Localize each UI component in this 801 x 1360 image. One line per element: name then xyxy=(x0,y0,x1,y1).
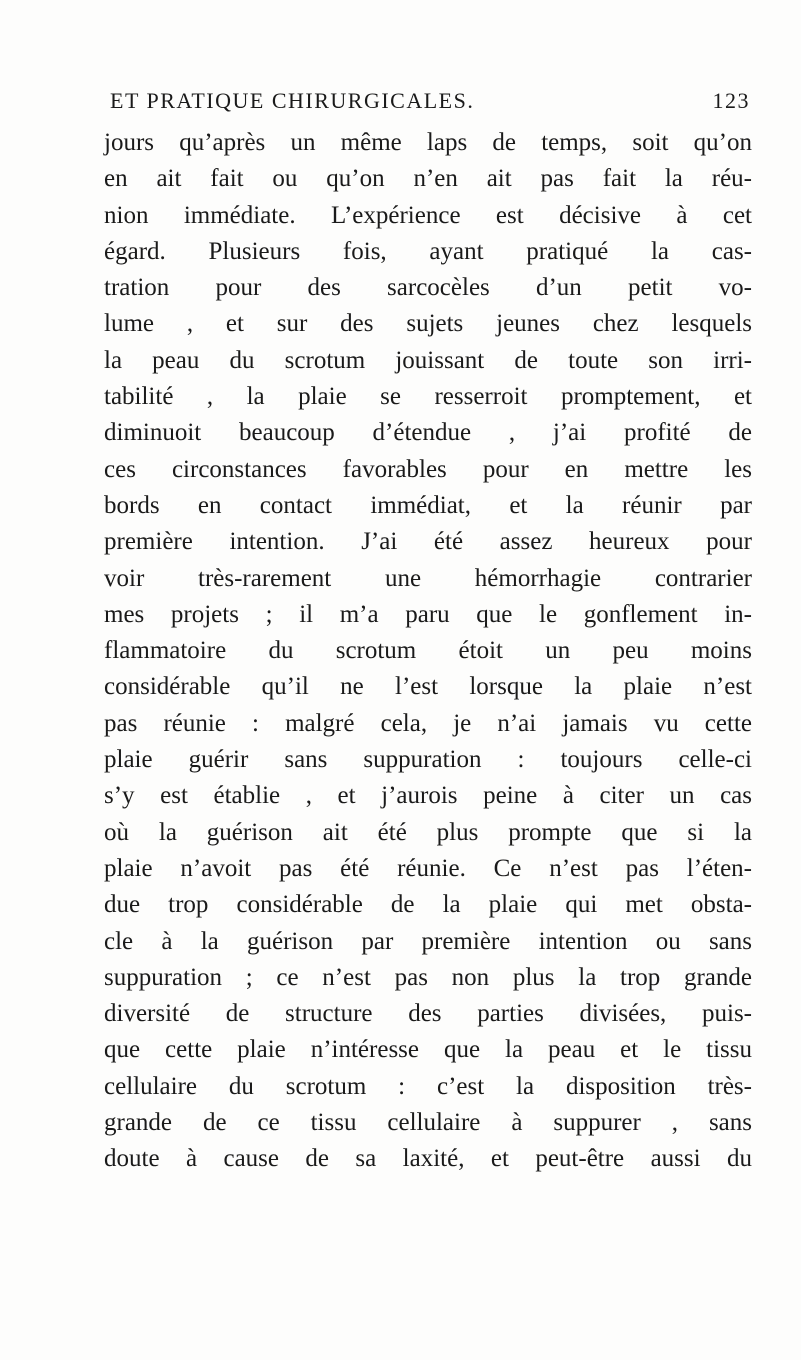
text-line: due trop considérable de la plaie qui met obsta- xyxy=(104,891,752,919)
page-number: 123 xyxy=(712,88,750,113)
text-line: première intention. J’ai été assez heureux pour xyxy=(104,528,752,556)
text-line: mes projets ; il m’a paru que le gonflement in- xyxy=(104,600,752,628)
text-line: s’y est établie , et j’aurois peine à citer un cas xyxy=(104,782,752,810)
text-line: suppuration ; ce n’est pas non plus la trop grande xyxy=(104,963,752,991)
text-line: où la guérison ait été plus prompte que si la xyxy=(104,818,752,846)
text-line: cle à la guérison par première intention ou sans xyxy=(104,927,752,955)
text-line: que cette plaie n’intéresse que la peau et le tissu xyxy=(104,1036,752,1064)
text-line: pas réunie : malgré cela, je n’ai jamais vu cette xyxy=(104,709,752,737)
text-line: diversité de structure des parties divisées, puis- xyxy=(104,1000,752,1028)
text-line: cellulaire du scrotum : c’est la disposition très- xyxy=(104,1072,752,1100)
text-line: en ait fait ou qu’on n’en ait pas fait la réu- xyxy=(104,165,752,193)
running-head xyxy=(100,86,750,116)
text-line: tration pour des sarcocèles d’un petit vo- xyxy=(104,274,752,302)
text-line: considérable qu’il ne l’est lorsque la plaie n’est xyxy=(104,673,752,701)
text-line: voir très-rarement une hémorrhagie contrarier xyxy=(104,564,752,592)
text-line: nion immédiate. L’expérience est décisive à cet xyxy=(104,201,752,229)
text-line: plaie n’avoit pas été réunie. Ce n’est pas l’éten- xyxy=(104,854,752,882)
text-line: flammatoire du scrotum étoit un peu moins xyxy=(104,637,752,665)
text-line: lume , et sur des sujets jeunes chez lesquels xyxy=(104,310,752,338)
text-line: grande de ce tissu cellulaire à suppurer , sans xyxy=(104,1109,752,1137)
text-line: doute à cause de sa laxité, et peut-être aussi du xyxy=(104,1145,752,1173)
text-line: jours qu’après un même laps de temps, soit qu’on xyxy=(104,129,752,156)
text-line: plaie guérir sans suppuration : toujours celle-ci xyxy=(104,746,752,774)
text-line: ces circonstances favorables pour en mettre les xyxy=(104,455,752,483)
text-line: diminuoit beaucoup d’étendue , j’ai profité de xyxy=(104,419,752,447)
body-text xyxy=(104,125,752,1178)
text-line: tabilité , la plaie se resserroit promptement, et xyxy=(104,383,752,411)
running-title: ET PRATIQUE CHIRURGICALES. xyxy=(110,88,475,113)
text-line: la peau du scrotum jouissant de toute son irri- xyxy=(104,346,752,374)
text-line: égard. Plusieurs fois, ayant pratiqué la cas- xyxy=(104,237,752,265)
text-line: bords en contact immédiat, et la réunir par xyxy=(104,491,752,519)
